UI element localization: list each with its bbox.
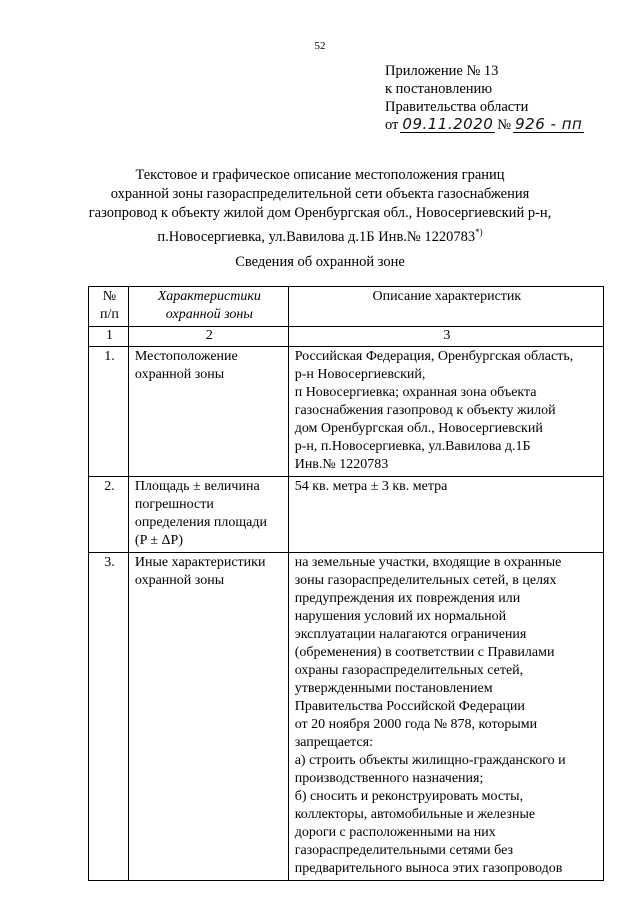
header-number: № п/п	[89, 287, 129, 327]
document-title	[60, 166, 580, 247]
date-prefix: от	[385, 117, 399, 133]
decree-date: 09.11.2020	[402, 115, 494, 133]
appendix-title: Приложение № 13	[385, 63, 499, 79]
table-header-row	[89, 287, 604, 327]
page-number: 52	[314, 40, 326, 52]
table-row	[89, 477, 604, 553]
row-characteristic: Площадь ± величина погрешности определения площади (P ± ΔP)	[128, 477, 288, 553]
footnote-mark: *)	[475, 227, 483, 237]
decree-number: 926 - пп	[515, 115, 583, 133]
row-number: 3.	[89, 553, 129, 881]
table-index-row	[89, 327, 604, 347]
table-row	[89, 347, 604, 477]
row-number: 2.	[89, 477, 129, 553]
row-number: 1.	[89, 347, 129, 477]
row-characteristic: Местоположение охранной зоны	[128, 347, 288, 477]
index-cell-1: 1	[89, 327, 129, 347]
header-description: Описание характеристик	[288, 287, 603, 327]
row-description: Российская Федерация, Оренбургская область, р-н Новосергиевский, п Новосергиевка; охранная зона объекта газоснабжения газопровод к объекту жилой дом Оренбургская обл., Новосергиевский р-н, п.Новосергиевка, ул.Вавилова д.1Б Инв.№ 1220783	[288, 347, 603, 477]
index-cell-2: 2	[128, 327, 288, 347]
table-row	[89, 553, 604, 881]
appendix-header	[385, 62, 584, 134]
title-line-1: Текстовое и графическое описание местоположения границ	[135, 167, 505, 183]
row-description: 54 кв. метра ± 3 кв. метра	[288, 477, 603, 553]
appendix-date-line	[385, 116, 584, 134]
number-prefix: №	[497, 117, 512, 133]
title-line-2: охранной зоны газораспределительной сети объекта газоснабжения	[110, 186, 530, 202]
zone-info-table	[88, 286, 604, 881]
title-line-4	[60, 223, 580, 247]
index-cell-3: 3	[288, 327, 603, 347]
header-characteristics: Характеристики охранной зоны	[128, 287, 288, 327]
row-description: на земельные участки, входящие в охранные зоны газораспределительных сетей, в целях предупреждения их повреждения или нарушения условий их нормальной эксплуатации налагаются ограничения (обременения) в соответствии с Правилами охраны газораспределительных сетей, утвержденными постановлением Правительства Российской Федерации от 20 ноября 2000 года № 878, которыми запрещается: а) строить объекты жилищно-гражданского и производственного назначения; б) сносить и реконструировать мосты, коллекторы, автомобильные и железные дороги с расположенными на них газораспределительными сетями без предварительного выноса этих газопроводов	[288, 553, 603, 881]
appendix-government-line: Правительства области	[385, 99, 529, 115]
title-line-3: газопровод к объекту жилой дом Оренбургская обл., Новосергиевский р-н,	[88, 205, 552, 221]
row-characteristic: Иные характеристики охранной зоны	[128, 553, 288, 881]
appendix-decree-line: к постановлению	[385, 81, 493, 97]
title-line-4-text: п.Новосергиевка, ул.Вавилова д.1Б Инв.№ 1220783	[157, 228, 476, 245]
section-subtitle: Сведения об охранной зоне	[235, 254, 405, 270]
